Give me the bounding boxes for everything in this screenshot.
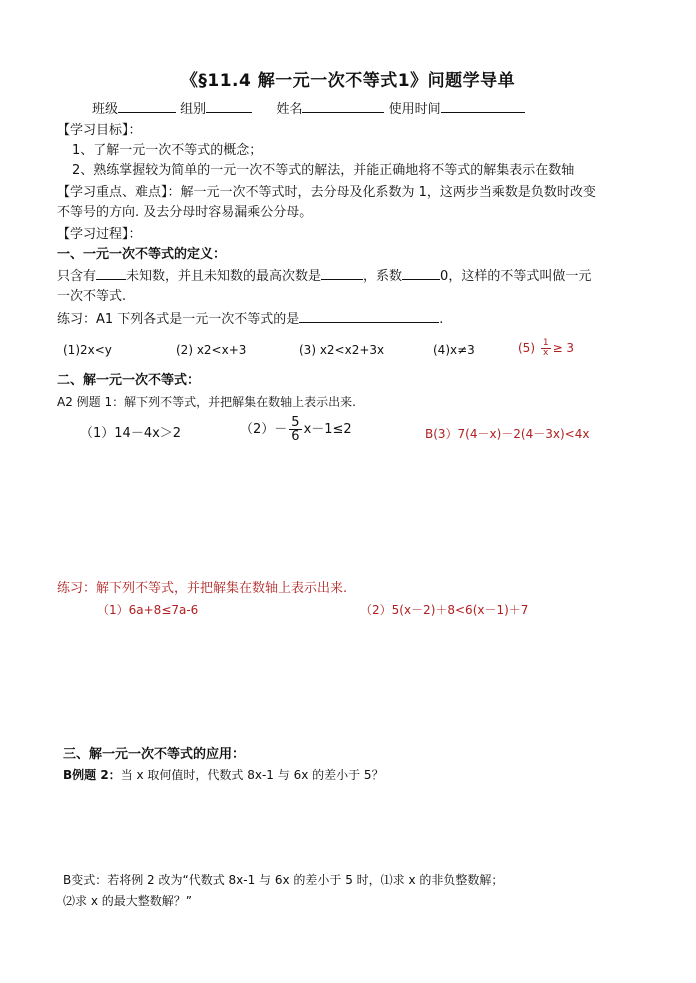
name-label: 姓名 bbox=[276, 102, 303, 117]
example-2: B例题 2：当 x 取何值时，代数式 8x-1 与 6x 的差小于 5？ bbox=[63, 768, 384, 782]
section2-heading: 二、解一元一次不等式： bbox=[57, 373, 201, 388]
variant-line-2: ⑵求 x 的最大整数解？” bbox=[63, 894, 192, 908]
practice-1: （1）6a+8≤7a-6 bbox=[97, 603, 199, 617]
goal-item: 2、熟练掌握较为简单的一元一次不等式的解法，并能正确地将不等式的解集表示在数轴 bbox=[72, 163, 575, 178]
option-1: (1)2x<y bbox=[63, 343, 112, 357]
page-title: 《§11.4 解一元一次不等式1》问题学导单 bbox=[180, 71, 516, 91]
option-2: (2) x2<x+3 bbox=[176, 343, 247, 357]
practice-2: （2）5(x－2)＋8<6(x－1)＋7 bbox=[360, 603, 529, 617]
exercise-a1: 练习：A1 下列各式是一元一次不等式的是 . bbox=[57, 312, 444, 327]
blank-field[interactable] bbox=[402, 267, 440, 280]
blank-field[interactable] bbox=[96, 267, 126, 280]
blank-field[interactable] bbox=[321, 267, 363, 280]
fraction: $\frac{5}{6}$ bbox=[291, 415, 300, 444]
section3-heading: 三、解一元一次不等式的应用： bbox=[63, 747, 246, 762]
answer-field[interactable] bbox=[299, 310, 439, 323]
option-3: (3) x2<x2+3x bbox=[299, 343, 385, 357]
definition-line-2: 一次不等式. bbox=[57, 289, 127, 304]
fraction: $\frac{1}{x}$ bbox=[542, 338, 549, 358]
problem-1: （1）14－4x＞2 bbox=[80, 426, 182, 441]
process-heading: 【学习过程】： bbox=[57, 227, 142, 242]
section1-heading: 一、一元一次不等式的定义： bbox=[57, 247, 227, 262]
class-field[interactable] bbox=[118, 100, 176, 113]
group-label: 组别 bbox=[180, 102, 207, 117]
time-field[interactable] bbox=[441, 100, 525, 113]
example-1: A2 例题 1：解下列不等式，并把解集在数轴上表示出来. bbox=[57, 395, 356, 409]
practice-heading: 练习：解下列不等式，并把解集在数轴上表示出来. bbox=[57, 581, 348, 596]
option-5: (5) $\frac{1}{x}$ ≥ 3 bbox=[518, 338, 575, 358]
problem-3: B(3）7(4－x)－2(4－3x)<4x bbox=[425, 427, 590, 441]
name-field[interactable] bbox=[302, 100, 384, 113]
focus-text-2: 不等号的方向. 及去分母时容易漏乘公分母。 bbox=[57, 205, 313, 220]
variant-line-1: B变式：若将例 2 改为“代数式 8x-1 与 6x 的差小于 5 时，⑴求 x 的非负整数解； bbox=[63, 873, 504, 887]
goals-heading: 【学习目标】： bbox=[57, 123, 142, 138]
problem-2: （2）－ $\frac{5}{6}$ x－1≤2 bbox=[240, 415, 352, 444]
option-4: (4)x≠3 bbox=[433, 343, 475, 357]
class-label: 班级 bbox=[92, 102, 119, 117]
definition-line: 只含有 未知数，并且未知数的最高次数是 ，系数 0，这样的不等式叫做一元 bbox=[57, 269, 592, 284]
focus-line bbox=[57, 184, 596, 202]
time-label: 使用时间 bbox=[388, 102, 441, 117]
header-info bbox=[92, 100, 525, 119]
group-field[interactable] bbox=[206, 100, 252, 113]
focus-text: 解一元一次不等式时，去分母及化系数为 1，这两步当乘数是负数时改变 bbox=[180, 185, 596, 200]
goal-item: 1、了解一元一次不等式的概念； bbox=[72, 143, 263, 158]
focus-heading: 【学习重点、难点】： bbox=[57, 185, 181, 200]
